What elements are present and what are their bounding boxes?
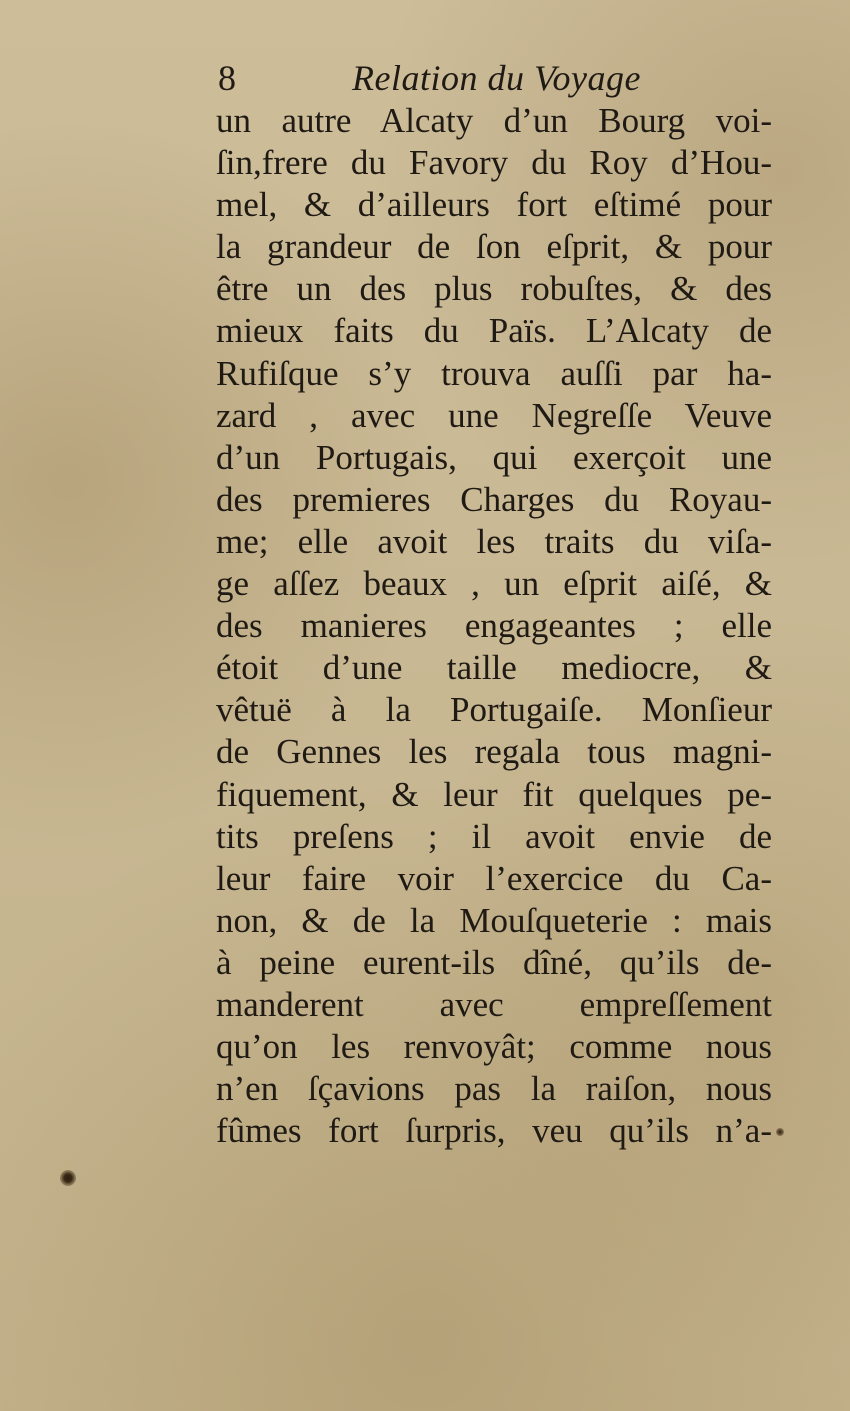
- text-line: manderent avec empreſſement: [216, 984, 772, 1024]
- text-line: de Gennes les regala tous magni-: [216, 732, 772, 772]
- text-line: tits preſens ; il avoit envie de: [216, 816, 772, 856]
- page-number: 8: [218, 58, 236, 98]
- text-line: d’un Portugais, qui exerçoit une: [216, 437, 772, 477]
- text-line: zard , avec une Negreſſe Veuve: [216, 395, 772, 435]
- text-line: mel, & d’ailleurs fort eſtimé pour: [216, 185, 772, 225]
- text-line: être un des plus robuſtes, & des: [216, 269, 772, 309]
- text-line: ſin,frere du Favory du Roy d’Hou-: [216, 143, 772, 183]
- text-line: non, & de la Mouſqueterie : mais: [216, 900, 772, 940]
- text-line: fiquement, & leur fit quelques pe-: [216, 774, 772, 814]
- text-line: mieux faits du Païs. L’Alcaty de: [216, 311, 772, 351]
- text-line: Rufiſque s’y trouva auſſi par ha-: [216, 353, 772, 393]
- running-title: Relation du Voyage: [352, 58, 641, 98]
- text-line: n’en ſçavions pas la raiſon, nous: [216, 1069, 772, 1109]
- text-line: vêtuë à la Portugaiſe. Monſieur: [216, 690, 772, 730]
- ink-spot: [60, 1170, 76, 1186]
- text-line: fûmes fort ſurpris, veu qu’ils n’a-: [216, 1111, 772, 1151]
- ink-spot: [776, 1128, 784, 1136]
- text-line: me; elle avoit les traits du viſa-: [216, 521, 772, 561]
- page-header: [218, 56, 778, 100]
- text-line: la grandeur de ſon eſprit, & pour: [216, 227, 772, 267]
- text-line: leur faire voir l’exercice du Ca-: [216, 858, 772, 898]
- body-text: [216, 100, 772, 1152]
- text-line: ge aſſez beaux , un eſprit aiſé, &: [216, 564, 772, 604]
- text-line: un autre Alcaty d’un Bourg voi-: [216, 101, 772, 140]
- text-line: étoit d’une taille mediocre, &: [216, 648, 772, 688]
- text-line: des premieres Charges du Royau-: [216, 479, 772, 519]
- text-line: qu’on les renvoyât; comme nous: [216, 1027, 772, 1067]
- text-line: des manieres engageantes ; elle: [216, 606, 772, 646]
- text-line: à peine eurent-ils dîné, qu’ils de-: [216, 942, 772, 982]
